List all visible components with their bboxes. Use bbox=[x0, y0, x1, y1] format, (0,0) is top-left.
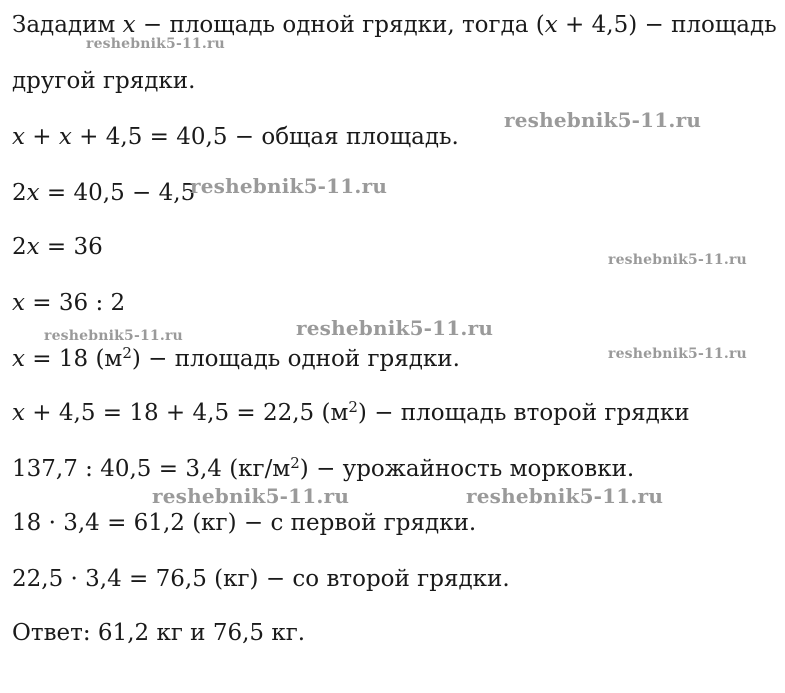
watermark: reshebnik5-11.ru bbox=[504, 108, 702, 132]
variable-x: x bbox=[58, 124, 72, 150]
variable-x: x bbox=[26, 180, 40, 206]
watermark: reshebnik5-11.ru bbox=[86, 36, 225, 52]
answer-line: Ответ: 61,2 кг и 76,5 кг. bbox=[12, 620, 306, 646]
text: ) − площадь второй грядки bbox=[357, 400, 690, 426]
variable-x: x bbox=[12, 290, 25, 316]
equation-second-bed-harvest: 22,5 · 3,4 = 76,5 (кг) − со второй грядки. bbox=[12, 566, 510, 592]
text: − площадь одной грядки, тогда ( bbox=[135, 12, 545, 38]
superscript: 2 bbox=[122, 344, 132, 362]
text: + 4,5) − площадь bbox=[557, 12, 777, 38]
watermark: reshebnik5-11.ru bbox=[608, 252, 747, 268]
text: = 40,5 − 4,5 bbox=[39, 180, 196, 206]
text: + 4,5 = 18 + 4,5 = 22,5 (м bbox=[24, 400, 349, 426]
variable-x: x bbox=[12, 400, 25, 426]
watermark: reshebnik5-11.ru bbox=[466, 484, 664, 508]
watermark: reshebnik5-11.ru bbox=[44, 328, 183, 344]
equation-first-bed-harvest: 18 · 3,4 = 61,2 (кг) − с первой грядки. bbox=[12, 510, 477, 536]
watermark: reshebnik5-11.ru bbox=[608, 346, 747, 362]
text: ) − площадь одной грядки. bbox=[131, 346, 460, 372]
text: 2 bbox=[12, 180, 27, 206]
equation-step-3 bbox=[12, 288, 125, 318]
solution-line-2: другой грядки. bbox=[12, 68, 196, 94]
watermark: reshebnik5-11.ru bbox=[152, 484, 350, 508]
superscript: 2 bbox=[348, 398, 358, 416]
text: 2 bbox=[12, 234, 27, 260]
equation-total-area bbox=[12, 122, 459, 152]
text: + bbox=[24, 124, 59, 150]
equation-step-1 bbox=[12, 178, 195, 208]
equation-first-bed-area bbox=[12, 344, 460, 374]
equation-step-2 bbox=[12, 232, 103, 262]
variable-x: x bbox=[12, 346, 25, 372]
superscript: 2 bbox=[290, 454, 300, 472]
text: = 36 bbox=[39, 234, 103, 260]
text: + 4,5 = 40,5 − общая площадь. bbox=[71, 124, 459, 150]
equation-second-bed-area bbox=[12, 398, 690, 428]
watermark: reshebnik5-11.ru bbox=[190, 174, 388, 198]
text: 137,7 : 40,5 = 3,4 (кг/м bbox=[12, 456, 291, 482]
text: = 36 : 2 bbox=[24, 290, 126, 316]
equation-yield bbox=[12, 454, 634, 484]
variable-x: x bbox=[26, 234, 40, 260]
variable-x: x bbox=[544, 12, 558, 38]
text: Зададим bbox=[12, 12, 123, 38]
watermark: reshebnik5-11.ru bbox=[296, 316, 494, 340]
text: ) − урожайность морковки. bbox=[299, 456, 635, 482]
variable-x: x bbox=[12, 124, 25, 150]
text: = 18 (м bbox=[24, 346, 123, 372]
variable-x: x bbox=[122, 12, 136, 38]
